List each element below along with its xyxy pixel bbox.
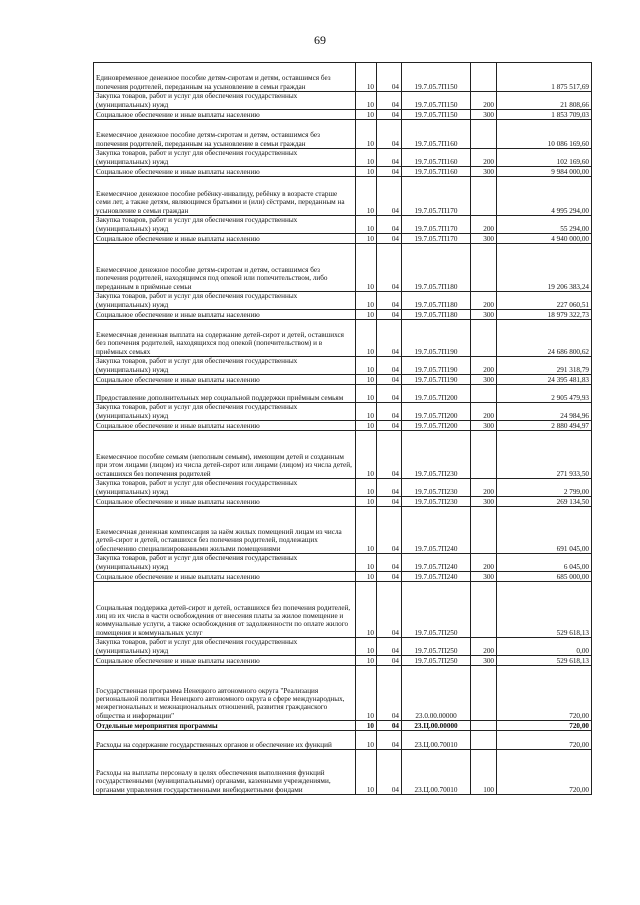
row-section-code: 10 [356,431,377,479]
row-amount: 18 979 322,73 [497,310,592,320]
table-row [94,167,592,177]
row-expense-type: 200 [471,357,497,375]
row-expense-type: 300 [471,110,497,120]
row-section-code: 10 [356,572,377,582]
row-expense-type: 300 [471,310,497,320]
row-subsection-code: 04 [377,721,402,731]
row-target-article: 19.7.05.7П240 [402,554,471,572]
row-name: Расходы на содержание государственных органов и обеспечение их функций [94,731,356,750]
table-row [94,177,592,216]
row-expense-type: 200 [471,403,497,421]
row-section-code: 10 [356,721,377,731]
table-row [94,421,592,431]
row-amount: 529 618,13 [497,582,592,638]
row-section-code: 10 [356,244,377,292]
row-name: Социальное обеспечение и иные выплаты населению [94,310,356,320]
row-target-article: 23.Ц.00.00000 [402,721,471,731]
table-row [94,149,592,167]
row-name: Социальное обеспечение и иные выплаты населению [94,375,356,385]
row-target-article: 19.7.05.7П200 [402,403,471,421]
row-expense-type [471,731,497,750]
row-expense-type: 200 [471,92,497,110]
row-amount: 4 995 294,00 [497,177,592,216]
table-row [94,497,592,507]
row-name: Социальное обеспечение и иные выплаты населению [94,167,356,177]
row-name: Государственная программа Ненецкого автономного округа "Реализация региональной политики Ненецкого автономного округа в сфере международных, межрегиональных и межнациональных отношений, развития гражданского общества и информации" [94,666,356,721]
row-amount: 269 134,50 [497,497,592,507]
row-subsection-code: 04 [377,731,402,750]
row-expense-type: 200 [471,216,497,234]
row-target-article: 23.Ц.00.70010 [402,731,471,750]
row-target-article: 19.7.05.7П150 [402,92,471,110]
row-amount: 720,00 [497,750,592,795]
row-name: Социальное обеспечение и иные выплаты населению [94,656,356,666]
row-amount: 0,00 [497,638,592,656]
row-amount: 685 000,00 [497,572,592,582]
row-amount: 691 045,00 [497,507,592,554]
table-row [94,92,592,110]
row-name: Отдельные мероприятия программы [94,721,356,731]
row-target-article: 19.7.05.7П180 [402,292,471,310]
row-name: Ежемесячная денежная компенсация за наём жилых помещений лицам из числа детей-сирот и детей, оставшихся без попечения родителей, подлежащих обеспечению специализированными жилыми помещениями [94,507,356,554]
row-section-code: 10 [356,507,377,554]
table-row [94,375,592,385]
row-amount: 10 086 169,60 [497,120,592,149]
table-row [94,750,592,795]
table-row [94,292,592,310]
table-row [94,403,592,421]
row-target-article: 19.7.05.7П180 [402,244,471,292]
row-subsection-code: 04 [377,638,402,656]
row-amount: 102 169,60 [497,149,592,167]
row-expense-type: 300 [471,234,497,244]
row-section-code: 10 [356,656,377,666]
row-subsection-code: 04 [377,554,402,572]
row-amount: 291 318,79 [497,357,592,375]
row-expense-type: 300 [471,656,497,666]
row-expense-type: 300 [471,167,497,177]
row-amount: 2 880 494,97 [497,421,592,431]
row-expense-type [471,582,497,638]
row-section-code: 10 [356,216,377,234]
row-name: Закупка товаров, работ и услуг для обеспечения государственных (муниципальных) нужд [94,479,356,497]
row-section-code: 10 [356,357,377,375]
row-target-article: 19.7.05.7П250 [402,656,471,666]
row-expense-type [471,721,497,731]
row-section-code: 10 [356,63,377,92]
row-expense-type: 300 [471,497,497,507]
row-subsection-code: 04 [377,310,402,320]
row-subsection-code: 04 [377,479,402,497]
row-expense-type [471,507,497,554]
row-section-code: 10 [356,320,377,357]
table-row [94,656,592,666]
row-section-code: 10 [356,177,377,216]
row-subsection-code: 04 [377,120,402,149]
row-name: Ежемесячное денежное пособие ребёнку-инвалиду, ребёнку в возрасте старше семи лет, а также детям, являющимся братьями и (или) сёстрами, переданным на усыновление в семьи граждан [94,177,356,216]
row-name: Закупка товаров, работ и услуг для обеспечения государственных (муниципальных) нужд [94,357,356,375]
row-target-article: 19.7.05.7П160 [402,120,471,149]
row-amount: 24 984,96 [497,403,592,421]
row-section-code: 10 [356,92,377,110]
row-section-code: 10 [356,421,377,431]
row-target-article: 19.7.05.7П150 [402,110,471,120]
row-amount: 720,00 [497,731,592,750]
row-expense-type: 200 [471,638,497,656]
row-target-article: 23.0.00.00000 [402,666,471,721]
row-name: Ежемесячное денежное пособие детям-сиротам и детям, оставшимся без попечения родителей, находящимся под опекой или попечительством, либо переданным в приёмные семьи [94,244,356,292]
row-amount: 2 905 479,93 [497,385,592,403]
row-subsection-code: 04 [377,234,402,244]
row-amount: 24 686 800,62 [497,320,592,357]
row-name: Социальное обеспечение и иные выплаты населению [94,234,356,244]
row-amount: 19 206 383,24 [497,244,592,292]
row-expense-type [471,120,497,149]
row-subsection-code: 04 [377,656,402,666]
row-subsection-code: 04 [377,750,402,795]
row-section-code: 10 [356,292,377,310]
row-amount: 55 294,00 [497,216,592,234]
row-name: Социальное обеспечение и иные выплаты населению [94,110,356,120]
table-row [94,431,592,479]
row-section-code: 10 [356,497,377,507]
row-target-article: 19.7.05.7П250 [402,638,471,656]
row-expense-type [471,177,497,216]
row-expense-type [471,244,497,292]
row-subsection-code: 04 [377,582,402,638]
row-section-code: 10 [356,554,377,572]
row-section-code: 10 [356,310,377,320]
row-section-code: 10 [356,403,377,421]
row-section-code: 10 [356,167,377,177]
row-name: Ежемесячное денежное пособие детям-сиротам и детям, оставшимся без попечения родителей, переданным на усыновление в семьи граждан [94,120,356,149]
row-target-article: 19.7.05.7П250 [402,582,471,638]
row-amount: 529 618,13 [497,656,592,666]
row-amount: 24 395 481,83 [497,375,592,385]
row-subsection-code: 04 [377,63,402,92]
table-row [94,638,592,656]
row-subsection-code: 04 [377,244,402,292]
row-subsection-code: 04 [377,177,402,216]
row-section-code: 10 [356,234,377,244]
table-row [94,731,592,750]
table-row [94,385,592,403]
row-name: Ежемесячная денежная выплата на содержание детей-сирот и детей, оставшихся без попечения родителей, находящихся под опекой (попечительством) и в приёмных семьях [94,320,356,357]
table-row [94,479,592,497]
row-section-code: 10 [356,149,377,167]
row-section-code: 10 [356,375,377,385]
row-target-article: 19.7.05.7П230 [402,497,471,507]
row-name: Социальное обеспечение и иные выплаты населению [94,572,356,582]
row-subsection-code: 04 [377,666,402,721]
row-section-code: 10 [356,666,377,721]
table-row [94,244,592,292]
row-target-article: 19.7.05.7П190 [402,357,471,375]
table-row [94,572,592,582]
row-expense-type: 200 [471,554,497,572]
row-expense-type: 300 [471,572,497,582]
row-subsection-code: 04 [377,357,402,375]
row-expense-type: 200 [471,479,497,497]
row-subsection-code: 04 [377,421,402,431]
budget-table [93,62,592,795]
row-target-article: 19.7.05.7П230 [402,479,471,497]
row-amount: 2 799,00 [497,479,592,497]
row-section-code: 10 [356,582,377,638]
row-name: Закупка товаров, работ и услуг для обеспечения государственных (муниципальных) нужд [94,292,356,310]
row-target-article: 19.7.05.7П190 [402,375,471,385]
table-row [94,357,592,375]
row-name: Социальное обеспечение и иные выплаты населению [94,497,356,507]
row-target-article: 19.7.05.7П170 [402,177,471,216]
row-subsection-code: 04 [377,572,402,582]
row-section-code: 10 [356,385,377,403]
table-row [94,507,592,554]
row-amount: 1 853 709,03 [497,110,592,120]
row-target-article: 19.7.05.7П160 [402,167,471,177]
table-row [94,110,592,120]
row-name: Социальная поддержка детей-сирот и детей, оставшихся без попечения родителей, лиц из их числа в части освобождения от внесения платы за жилое помещение и коммунальные услуги, а также освобождения от задолженности по оплате жилого помещения и коммунальных услуг [94,582,356,638]
row-amount: 271 933,50 [497,431,592,479]
table-row [94,234,592,244]
row-expense-type: 300 [471,375,497,385]
row-subsection-code: 04 [377,431,402,479]
row-target-article: 19.7.05.7П200 [402,421,471,431]
row-target-article: 19.7.05.7П170 [402,234,471,244]
row-target-article: 19.7.05.7П230 [402,431,471,479]
row-target-article: 19.7.05.7П200 [402,385,471,403]
row-subsection-code: 04 [377,375,402,385]
row-subsection-code: 04 [377,385,402,403]
row-name: Закупка товаров, работ и услуг для обеспечения государственных (муниципальных) нужд [94,149,356,167]
row-name: Социальное обеспечение и иные выплаты населению [94,421,356,431]
row-name: Единовременное денежное пособие детям-сиротам и детям, оставшимся без попечения родителей, переданным на усыновление в семьи граждан [94,63,356,92]
table-row [94,216,592,234]
row-name: Закупка товаров, работ и услуг для обеспечения государственных (муниципальных) нужд [94,403,356,421]
row-amount: 21 808,66 [497,92,592,110]
row-expense-type [471,320,497,357]
row-section-code: 10 [356,731,377,750]
row-subsection-code: 04 [377,167,402,177]
row-section-code: 10 [356,110,377,120]
table-row [94,582,592,638]
row-section-code: 10 [356,120,377,149]
row-amount: 6 045,00 [497,554,592,572]
row-name: Закупка товаров, работ и услуг для обеспечения государственных (муниципальных) нужд [94,92,356,110]
row-expense-type: 200 [471,149,497,167]
table-row [94,721,592,731]
row-name: Закупка товаров, работ и услуг для обеспечения государственных (муниципальных) нужд [94,554,356,572]
table-row [94,666,592,721]
row-amount: 720,00 [497,666,592,721]
row-target-article: 19.7.05.7П150 [402,63,471,92]
row-subsection-code: 04 [377,110,402,120]
row-amount: 720,00 [497,721,592,731]
row-name: Ежемесячное пособие семьям (неполным семьям), имеющим детей и созданным при этом лицами (лицом) из числа детей-сирот или лицами (лицом) из числа детей, оставшихся без попечения родителей [94,431,356,479]
row-name: Закупка товаров, работ и услуг для обеспечения государственных (муниципальных) нужд [94,638,356,656]
row-expense-type: 300 [471,421,497,431]
row-target-article: 19.7.05.7П240 [402,572,471,582]
row-target-article: 19.7.05.7П180 [402,310,471,320]
row-expense-type [471,431,497,479]
row-subsection-code: 04 [377,497,402,507]
row-target-article: 19.7.05.7П160 [402,149,471,167]
row-name: Расходы на выплаты персоналу в целях обеспечения выполнения функций государственными (муниципальными) органами, казенными учреждениями, органами управления государственными внебюджетными фондами [94,750,356,795]
row-target-article: 19.7.05.7П240 [402,507,471,554]
table-row [94,310,592,320]
table-row [94,554,592,572]
row-section-code: 10 [356,638,377,656]
row-subsection-code: 04 [377,149,402,167]
row-amount: 4 940 000,00 [497,234,592,244]
row-expense-type [471,63,497,92]
row-expense-type [471,666,497,721]
row-amount: 9 984 000,00 [497,167,592,177]
table-row [94,63,592,92]
row-subsection-code: 04 [377,292,402,310]
row-subsection-code: 04 [377,320,402,357]
row-section-code: 10 [356,479,377,497]
row-target-article: 23.Ц.00.70010 [402,750,471,795]
row-subsection-code: 04 [377,216,402,234]
row-target-article: 19.7.05.7П190 [402,320,471,357]
row-amount: 227 060,51 [497,292,592,310]
row-name: Предоставление дополнительных мер социальной поддержки приёмным семьям [94,385,356,403]
row-section-code: 10 [356,750,377,795]
row-subsection-code: 04 [377,403,402,421]
row-subsection-code: 04 [377,92,402,110]
row-name: Закупка товаров, работ и услуг для обеспечения государственных (муниципальных) нужд [94,216,356,234]
row-subsection-code: 04 [377,507,402,554]
row-amount: 1 875 517,69 [497,63,592,92]
row-target-article: 19.7.05.7П170 [402,216,471,234]
row-expense-type: 200 [471,292,497,310]
page-number: 69 [314,33,326,47]
row-expense-type [471,385,497,403]
row-expense-type: 100 [471,750,497,795]
table-row [94,320,592,357]
table-row [94,120,592,149]
